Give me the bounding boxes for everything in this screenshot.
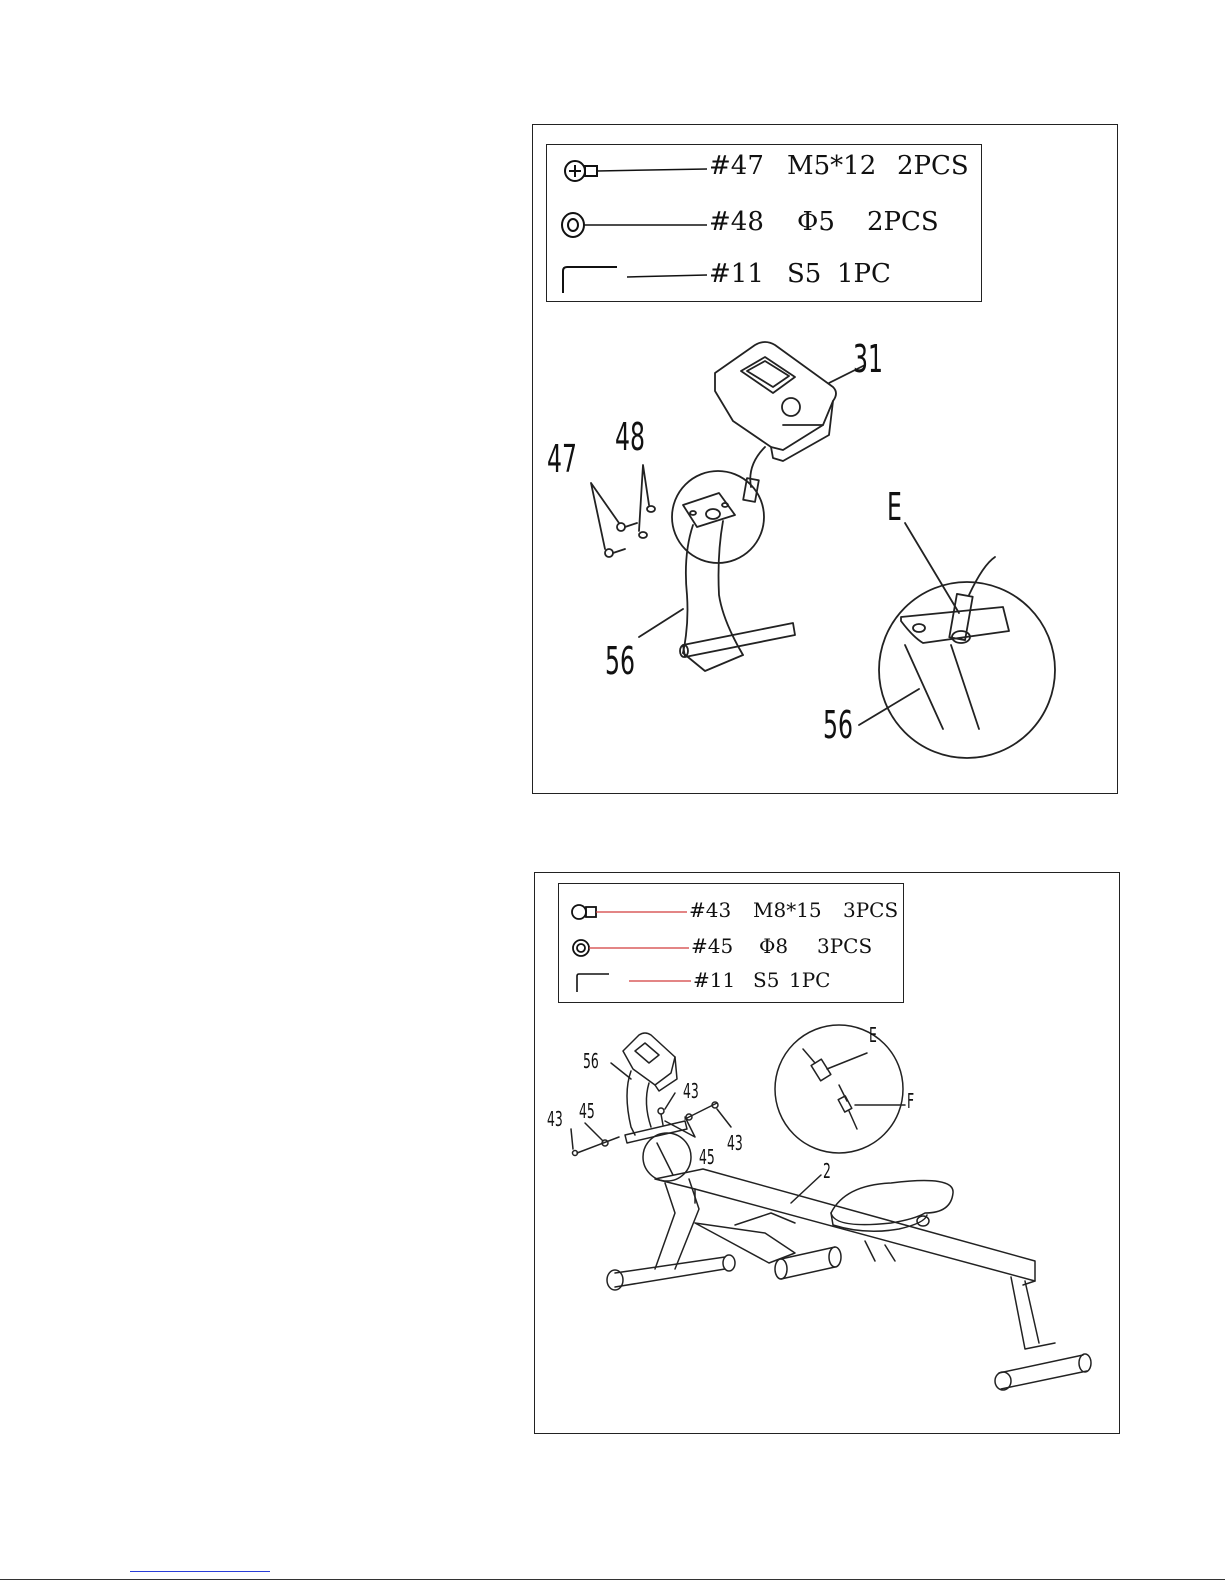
hardware-size: S5 (787, 259, 822, 289)
hardware-qty: 1PC (789, 968, 831, 992)
hardware-qty: 2PCS (897, 151, 969, 181)
hardware-code: #43 (689, 898, 732, 922)
hardware-size: M5*12 (787, 151, 877, 181)
part-label-post: 56 (605, 639, 635, 683)
hardware-code: #11 (709, 259, 764, 289)
hardware-size: S5 (753, 968, 780, 992)
connector-label-e: E (869, 1023, 877, 1047)
hardware-code: #11 (693, 968, 736, 992)
hardware-code: #48 (709, 207, 764, 237)
part-label-screw: 47 (547, 437, 577, 481)
part-label-washer: 45 (579, 1099, 595, 1123)
computer-mount-drawing (533, 125, 1117, 793)
computer-console-icon (623, 1033, 677, 1091)
part-label-washer: 45 (699, 1145, 715, 1169)
part-label-bolt: 43 (727, 1131, 743, 1155)
part-label-bolt: 43 (547, 1107, 563, 1131)
part-label-computer: 31 (853, 337, 883, 381)
part-label-frame: 2 (823, 1159, 831, 1183)
connector-label-f: F (907, 1089, 915, 1113)
screw-icon (605, 523, 637, 557)
part-label-washer: 48 (615, 415, 645, 459)
computer-console-icon (715, 342, 836, 461)
part-label-bolt: 43 (683, 1079, 699, 1103)
hardware-size: Φ8 (759, 934, 789, 958)
rower-frame-drawing (535, 873, 1119, 1433)
hardware-qty: 3PCS (817, 934, 873, 958)
assembly-step-post-panel (534, 872, 1120, 1434)
part-label-post: 56 (583, 1049, 599, 1073)
hardware-qty: 2PCS (867, 207, 939, 237)
seat-icon (831, 1181, 953, 1232)
detail-label-post: 56 (823, 703, 853, 747)
assembly-step-computer-panel (532, 124, 1118, 794)
hardware-qty: 1PC (837, 259, 891, 289)
detail-label-connector-e: E (887, 485, 902, 529)
hardware-size: M8*15 (753, 898, 822, 922)
hardware-qty: 3PCS (843, 898, 899, 922)
footer-link-underline[interactable] (130, 1571, 270, 1572)
hardware-code: #45 (691, 934, 734, 958)
hardware-size: Φ5 (797, 207, 835, 237)
page-bottom-rule (0, 1579, 1225, 1580)
washer-icon (639, 506, 655, 538)
hardware-code: #47 (709, 151, 764, 181)
